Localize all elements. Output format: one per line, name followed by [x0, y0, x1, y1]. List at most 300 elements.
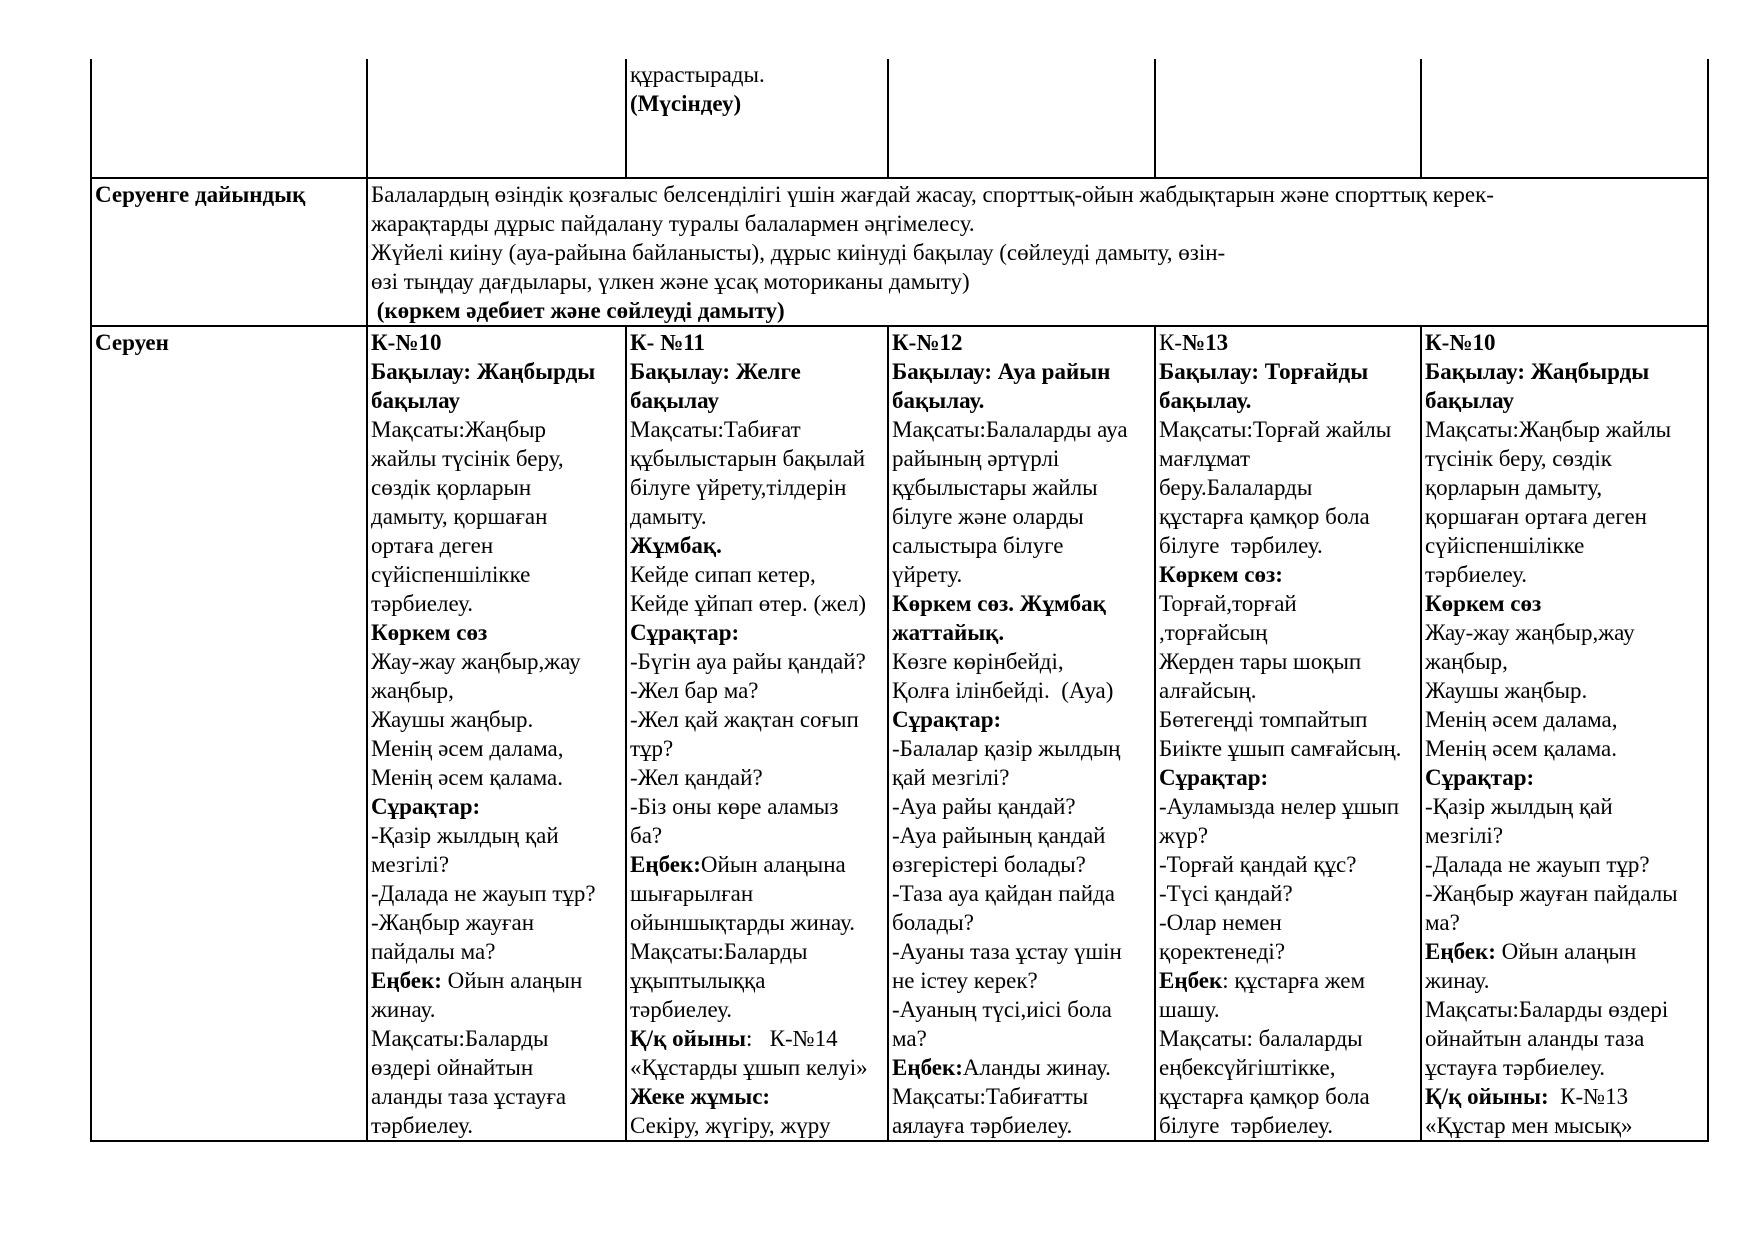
text-line	[630, 792, 885, 821]
plain-text: құстарға қамқор бола	[1159, 1084, 1370, 1109]
plain-text: мағлұмат	[1159, 446, 1251, 471]
plain-text: Мақсаты:Табиғатты	[892, 1084, 1089, 1109]
text-line	[630, 473, 885, 502]
plain-text: -Балалар қазір жылдың	[892, 736, 1121, 761]
bold-text: (Мүсіндеу)	[630, 91, 742, 116]
plain-text: қай мезгілі?	[892, 765, 1010, 790]
bold-text: Бақылау: Желге	[630, 359, 801, 384]
plain-text: ойнайтын аланды таза	[1425, 1026, 1645, 1051]
plain-text: -Біз оны көре аламыз	[630, 794, 839, 819]
plain-text: : құстарға жем	[1222, 968, 1366, 993]
text-line	[630, 328, 885, 357]
text-line	[892, 473, 1152, 502]
plain-text: -Ауа райының қандай	[892, 823, 1106, 848]
text-line	[630, 502, 885, 531]
text-line	[371, 676, 623, 705]
plain-text: -Жел қай жақтан соғып	[630, 707, 859, 732]
text-line	[1425, 879, 1705, 908]
plain-text: Кейде ұйпап өтер. (жел)	[630, 591, 867, 616]
text-line	[1159, 792, 1418, 821]
plain-text: Мақсаты:Баларды өздері	[1425, 997, 1669, 1022]
text-line	[1425, 1053, 1705, 1082]
text-line	[371, 560, 623, 589]
bold-text: бақылау.	[892, 388, 985, 413]
plain-text: еңбексүйгіштікке,	[1159, 1055, 1336, 1080]
text-line	[1159, 676, 1418, 705]
plain-text: Секіру, жүгіру, жүру	[630, 1113, 831, 1138]
schedule-table	[90, 59, 1709, 1142]
text-line	[1425, 502, 1705, 531]
plain-text: беру.Балаларды	[1159, 475, 1313, 500]
table-cell	[367, 59, 626, 178]
text-line	[630, 589, 885, 618]
plain-text: білуге тәрбилеу.	[1159, 533, 1323, 558]
plain-text: ,торғайсың	[1159, 620, 1268, 645]
plain-text: құстарға қамқор бола	[1159, 504, 1370, 529]
text-line	[630, 1024, 885, 1053]
text-line	[630, 937, 885, 966]
plain-text: сүйіспеншілікке	[1425, 533, 1585, 558]
text-line	[1425, 531, 1705, 560]
plain-text: Жаушы жаңбыр.	[1425, 678, 1588, 703]
bold-text: Көркем сөз	[371, 620, 488, 645]
plain-text: ойыншықтарды жинау.	[630, 910, 856, 935]
plain-text: түсінік беру, сөздік	[1425, 446, 1612, 471]
text-line	[1159, 879, 1418, 908]
plain-text: өздері ойнайтын	[371, 1055, 534, 1080]
plain-text: -Далада не жауып тұр?	[371, 881, 596, 906]
plain-text: Менің әсем қалама.	[371, 765, 563, 790]
text-line	[371, 296, 1705, 325]
plain-text: Ойын алаңын	[441, 968, 583, 993]
text-line	[892, 357, 1152, 386]
row-label-cell	[91, 59, 367, 178]
text-line	[1159, 357, 1418, 386]
plain-text: -Жаңбыр жауған пайдалы	[1425, 881, 1678, 906]
plain-text: -Түсі қандай?	[1159, 881, 1293, 906]
plain-text: жарақтарды дұрыс пайдалану туралы балалармен әңгімелесу.	[371, 211, 975, 236]
plain-text: Аланды жинау.	[962, 1055, 1111, 1080]
text-line	[630, 386, 885, 415]
row-label-walk: Серуен	[91, 326, 367, 1141]
plain-text: Мақсаты:Жаңбыр	[371, 417, 547, 442]
text-line	[892, 560, 1152, 589]
plain-text: Мақсаты:Торғай жайлы	[1159, 417, 1392, 442]
bold-text: К-№12	[892, 330, 963, 355]
text-line	[371, 1111, 623, 1140]
table-cell	[888, 59, 1155, 178]
plain-text: шығарылған	[630, 881, 754, 906]
plain-text: -Ауаның түсі,иісі бола	[892, 997, 1112, 1022]
text-line	[1425, 850, 1705, 879]
bold-text: Сұрақтар:	[1425, 765, 1535, 790]
plain-text: Қолға ілінбейді. (Ауа)	[892, 678, 1114, 703]
plain-text: дамыту, қоршаған	[371, 504, 548, 529]
text-line	[892, 734, 1152, 763]
text-line	[630, 850, 885, 879]
plain-text: аялауға тәрбиелеу.	[892, 1113, 1073, 1138]
text-line	[1159, 502, 1418, 531]
plain-text: -Таза ауа қайдан пайда	[892, 881, 1115, 906]
bold-text: К-№10	[1425, 330, 1496, 355]
text-line	[1425, 792, 1705, 821]
plain-text: ма?	[892, 1026, 927, 1051]
text-line	[1159, 473, 1418, 502]
bold-text: бақылау	[371, 388, 460, 413]
text-line	[1425, 589, 1705, 618]
bold-text: Еңбек	[1159, 968, 1223, 993]
text-line	[892, 502, 1152, 531]
plain-text: құрастырады.	[630, 62, 765, 87]
plain-text: қоректенеді?	[1159, 939, 1286, 964]
text-line	[371, 705, 623, 734]
text-line	[1425, 473, 1705, 502]
row-label-walk-prep: Серуенге дайындық	[91, 178, 367, 326]
bold-text: Сұрақтар:	[630, 620, 740, 645]
text-line	[892, 763, 1152, 792]
plain-text: «Құстар мен мысық»	[1425, 1113, 1633, 1138]
plain-text: Балалардың өзіндік қозғалыс белсенділігі үшін жағдай жасау, спорттық-ойын жабдықтарын және спорттық керек-	[371, 182, 1494, 207]
text-line	[892, 966, 1152, 995]
bold-text: жаттайық.	[892, 620, 1005, 645]
table-row	[91, 326, 1708, 1141]
text-line	[630, 1111, 885, 1140]
plain-text: тәрбиелеу.	[371, 1113, 474, 1138]
text-line	[371, 473, 623, 502]
bold-text: бақылау	[1425, 388, 1514, 413]
plain-text: білуге үйрету,тілдерін	[630, 475, 847, 500]
text-line	[630, 647, 885, 676]
bold-text: К-№10	[371, 330, 442, 355]
bold-text: Бақылау: Торғайды	[1159, 359, 1369, 384]
plain-text: Мақсаты:Баларды	[630, 939, 808, 964]
walk-prep-description	[367, 178, 1708, 326]
plain-text: жайлы түсінік беру,	[371, 446, 564, 471]
text-line	[892, 850, 1152, 879]
plain-text: Мақсаты:Жаңбыр жайлы	[1425, 417, 1672, 442]
plain-text: Жаушы жаңбыр.	[371, 707, 534, 732]
plain-text: пайдалы ма?	[371, 939, 496, 964]
bold-text: Көркем сөз:	[1159, 562, 1283, 587]
plain-text: Ойын алаңына	[700, 852, 846, 877]
plain-text: ұстауға тәрбиелеу.	[1425, 1055, 1606, 1080]
plain-text: өзгерістері болады?	[892, 852, 1086, 877]
text-line	[371, 618, 623, 647]
text-line	[371, 1082, 623, 1111]
text-line	[371, 792, 623, 821]
plain-text: өзі тыңдау дағдылары, үлкен және ұсақ моториканы дамыту)	[371, 269, 970, 294]
text-line	[892, 792, 1152, 821]
plain-text: Жау-жау жаңбыр,жау	[1425, 620, 1635, 645]
text-line	[371, 267, 1705, 296]
plain-text: Жерден тары шоқып	[1159, 649, 1362, 674]
text-line	[1425, 1082, 1705, 1111]
text-line	[371, 937, 623, 966]
text-line	[1425, 734, 1705, 763]
bold-text: №13	[1182, 330, 1229, 355]
text-line	[371, 647, 623, 676]
bold-text: Сұрақтар:	[371, 794, 481, 819]
text-line	[892, 647, 1152, 676]
plain-text: болады?	[892, 910, 974, 935]
text-line	[1159, 1024, 1418, 1053]
plain-text: не істеу керек?	[892, 968, 1038, 993]
text-line	[1159, 1053, 1418, 1082]
text-line	[1425, 908, 1705, 937]
plain-text: Мақсаты: балаларды	[1159, 1026, 1363, 1051]
text-line	[892, 1024, 1152, 1053]
text-line	[1159, 763, 1418, 792]
text-line	[371, 966, 623, 995]
text-line	[630, 1082, 885, 1111]
text-line	[371, 444, 623, 473]
text-line	[630, 995, 885, 1024]
text-line	[892, 676, 1152, 705]
text-line	[892, 328, 1152, 357]
text-line	[371, 850, 623, 879]
text-line	[1425, 1024, 1705, 1053]
plain-text: салыстыра білуге	[892, 533, 1064, 558]
text-line	[371, 908, 623, 937]
text-line	[371, 734, 623, 763]
table-row	[91, 178, 1708, 326]
bold-text: Көркем сөз. Жұмбақ	[892, 591, 1106, 616]
plain-text: -Бүгін ауа райы қандай?	[630, 649, 866, 674]
walk-day-5-cell	[1421, 326, 1708, 1141]
plain-text: қоршаған ортаға деген	[1425, 504, 1647, 529]
text-line	[1159, 415, 1418, 444]
plain-text: Жау-жау жаңбыр,жау	[371, 649, 581, 674]
plain-text: тәрбиелеу.	[371, 591, 474, 616]
text-line	[1159, 908, 1418, 937]
text-line	[1159, 995, 1418, 1024]
plain-text: сөздік қорларын	[371, 475, 532, 500]
plain-text: білуге тәрбиелеу.	[1159, 1113, 1333, 1138]
text-line	[892, 995, 1152, 1024]
plain-text: -Далада не жауып тұр?	[1425, 852, 1650, 877]
plain-text: К-№13	[1548, 1084, 1629, 1109]
bold-text: бақылау	[630, 388, 719, 413]
text-line	[1159, 531, 1418, 560]
plain-text: құбылыстары жайлы	[892, 475, 1098, 500]
plain-text: -Ауа райы қандай?	[892, 794, 1076, 819]
text-line	[630, 763, 885, 792]
plain-text: Мақсаты:Баларды	[371, 1026, 549, 1051]
sculpting-cell	[626, 59, 888, 178]
text-line	[1425, 966, 1705, 995]
bold-text: Бақылау: Ауа райын	[892, 359, 1111, 384]
text-line	[371, 502, 623, 531]
text-line	[1159, 705, 1418, 734]
text-line	[1425, 676, 1705, 705]
plain-text: тәрбиелеу.	[630, 997, 733, 1022]
walk-day-3-cell	[888, 326, 1155, 1141]
text-line	[1425, 560, 1705, 589]
plain-text: -Жел қандай?	[630, 765, 763, 790]
text-line	[371, 763, 623, 792]
plain-text: Торғай,торғай	[1159, 591, 1297, 616]
plain-text: тәрбиелеу.	[1425, 562, 1528, 587]
plain-text: -Қазір жылдың қай	[371, 823, 559, 848]
text-line	[1159, 850, 1418, 879]
text-line	[371, 238, 1705, 267]
table-cell	[1155, 59, 1421, 178]
text-line	[1425, 995, 1705, 1024]
bold-text: Қ/қ ойыны	[630, 1026, 746, 1051]
plain-text: жинау.	[371, 997, 436, 1022]
text-line	[630, 879, 885, 908]
text-line	[1159, 444, 1418, 473]
text-line	[1159, 386, 1418, 415]
text-line	[1159, 734, 1418, 763]
plain-text: ба?	[630, 823, 663, 848]
text-line	[892, 1053, 1152, 1082]
plain-text: Менің әсем далама,	[371, 736, 564, 761]
plain-text: қорларын дамыту,	[1425, 475, 1603, 500]
bold-text: (көркем әдебиет және сөйлеуді дамыту)	[371, 298, 785, 323]
plain-text: ма?	[1425, 910, 1460, 935]
plain-text: Ойын алаңын	[1495, 939, 1637, 964]
plain-text: -Жаңбыр жауған	[371, 910, 534, 935]
plain-text: жинау.	[1425, 968, 1490, 993]
text-line	[630, 966, 885, 995]
plain-text: сүйіспеншілікке	[371, 562, 531, 587]
text-line	[630, 531, 885, 560]
text-line	[1159, 560, 1418, 589]
plain-text: «Құстарды ұшып келуі»	[630, 1055, 868, 1080]
text-line	[371, 357, 623, 386]
text-line	[1425, 937, 1705, 966]
plain-text: Биікте ұшып самғайсың.	[1159, 736, 1402, 761]
text-line	[630, 618, 885, 647]
text-line	[892, 705, 1152, 734]
plain-text: Менің әсем қалама.	[1425, 736, 1617, 761]
plain-text: жаңбыр,	[371, 678, 454, 703]
bold-text: Бақылау: Жаңбырды	[371, 359, 596, 384]
text-line	[892, 444, 1152, 473]
plain-text: шашу.	[1159, 997, 1220, 1022]
plain-text: Бөтегеңді томпайтып	[1159, 707, 1368, 732]
bold-text: Еңбек:	[892, 1055, 963, 1080]
text-line	[892, 589, 1152, 618]
text-line	[371, 415, 623, 444]
text-line	[892, 1082, 1152, 1111]
text-line	[1425, 821, 1705, 850]
plain-text: білуге және оларды	[892, 504, 1084, 529]
plain-text: мезгілі?	[371, 852, 450, 877]
plain-text: жаңбыр,	[1425, 649, 1508, 674]
plain-text: -Жел бар ма?	[630, 678, 759, 703]
text-line	[1425, 1111, 1705, 1140]
text-line	[1425, 386, 1705, 415]
text-line	[1425, 618, 1705, 647]
text-line	[630, 705, 885, 734]
text-line	[371, 209, 1705, 238]
bold-text: К- №11	[630, 330, 705, 355]
bold-text: Жұмбақ.	[630, 533, 722, 558]
plain-text: Менің әсем далама,	[1425, 707, 1618, 732]
text-line	[371, 531, 623, 560]
plain-text: дамыту.	[630, 504, 707, 529]
text-line	[1425, 328, 1705, 357]
walk-day-1-cell	[367, 326, 626, 1141]
plain-text: Мақсаты:Табиғат	[630, 417, 801, 442]
plain-text: алғайсың.	[1159, 678, 1257, 703]
text-line	[1159, 966, 1418, 995]
text-line	[630, 908, 885, 937]
text-line	[630, 60, 885, 89]
bold-text: Қ/қ ойыны:	[1425, 1084, 1549, 1109]
text-line	[630, 676, 885, 705]
plain-text: Кейде сипап кетер,	[630, 562, 816, 587]
plain-text: ортаға деген	[371, 533, 494, 558]
bold-text: Көркем сөз	[1425, 591, 1542, 616]
text-line	[630, 415, 885, 444]
text-line	[892, 618, 1152, 647]
text-line	[371, 821, 623, 850]
bold-text: Бақылау: Жаңбырды	[1425, 359, 1650, 384]
plain-text: тұр?	[630, 736, 674, 761]
plain-text: -Торғай қандай құс?	[1159, 852, 1357, 877]
table-row	[91, 59, 1708, 178]
text-line	[892, 531, 1152, 560]
bold-text: Еңбек:	[1425, 939, 1496, 964]
text-line	[371, 180, 1705, 209]
plain-text: -Олар немен	[1159, 910, 1282, 935]
text-line	[371, 1053, 623, 1082]
text-line	[1425, 357, 1705, 386]
plain-text: Жүйелі киіну (ауа-райына байланысты), дұрыс киінуді бақылау (сөйлеуді дамыту, өзін-	[371, 240, 1226, 265]
plain-text: мезгілі?	[1425, 823, 1504, 848]
text-line	[1159, 1111, 1418, 1140]
text-line	[892, 821, 1152, 850]
text-line	[892, 1111, 1152, 1140]
plain-text: ұқыптылыққа	[630, 968, 766, 993]
bold-text: Жеке жұмыс:	[630, 1084, 771, 1109]
plain-text: : К-№14	[746, 1026, 838, 1051]
text-line	[892, 879, 1152, 908]
text-line	[1425, 444, 1705, 473]
text-line	[1159, 589, 1418, 618]
text-line	[630, 89, 885, 118]
text-line	[630, 821, 885, 850]
bold-text: Еңбек:	[630, 852, 701, 877]
plain-text: аланды таза ұстауға	[371, 1084, 567, 1109]
table-cell	[1421, 59, 1708, 178]
text-line	[371, 1024, 623, 1053]
text-line	[630, 444, 885, 473]
plain-text: құбылыстарын бақылай	[630, 446, 866, 471]
walk-day-4-cell	[1155, 326, 1421, 1141]
text-line	[630, 1053, 885, 1082]
bold-text: Еңбек:	[371, 968, 442, 993]
plain-text: -Қазір жылдың қай	[1425, 794, 1613, 819]
plain-text: жүр?	[1159, 823, 1209, 848]
text-line	[1425, 415, 1705, 444]
plain-text: Мақсаты:Балаларды ауа	[892, 417, 1128, 442]
text-line	[371, 589, 623, 618]
text-line	[1159, 647, 1418, 676]
text-line	[892, 415, 1152, 444]
text-line	[1425, 763, 1705, 792]
text-line	[630, 560, 885, 589]
text-line	[1425, 705, 1705, 734]
text-line	[630, 357, 885, 386]
plain-text: Көзге көрінбейді,	[892, 649, 1064, 674]
plain-text: райының әртүрлі	[892, 446, 1060, 471]
plain-text: -Ауламызда нелер ұшып	[1159, 794, 1400, 819]
bold-text: Сұрақтар:	[1159, 765, 1269, 790]
